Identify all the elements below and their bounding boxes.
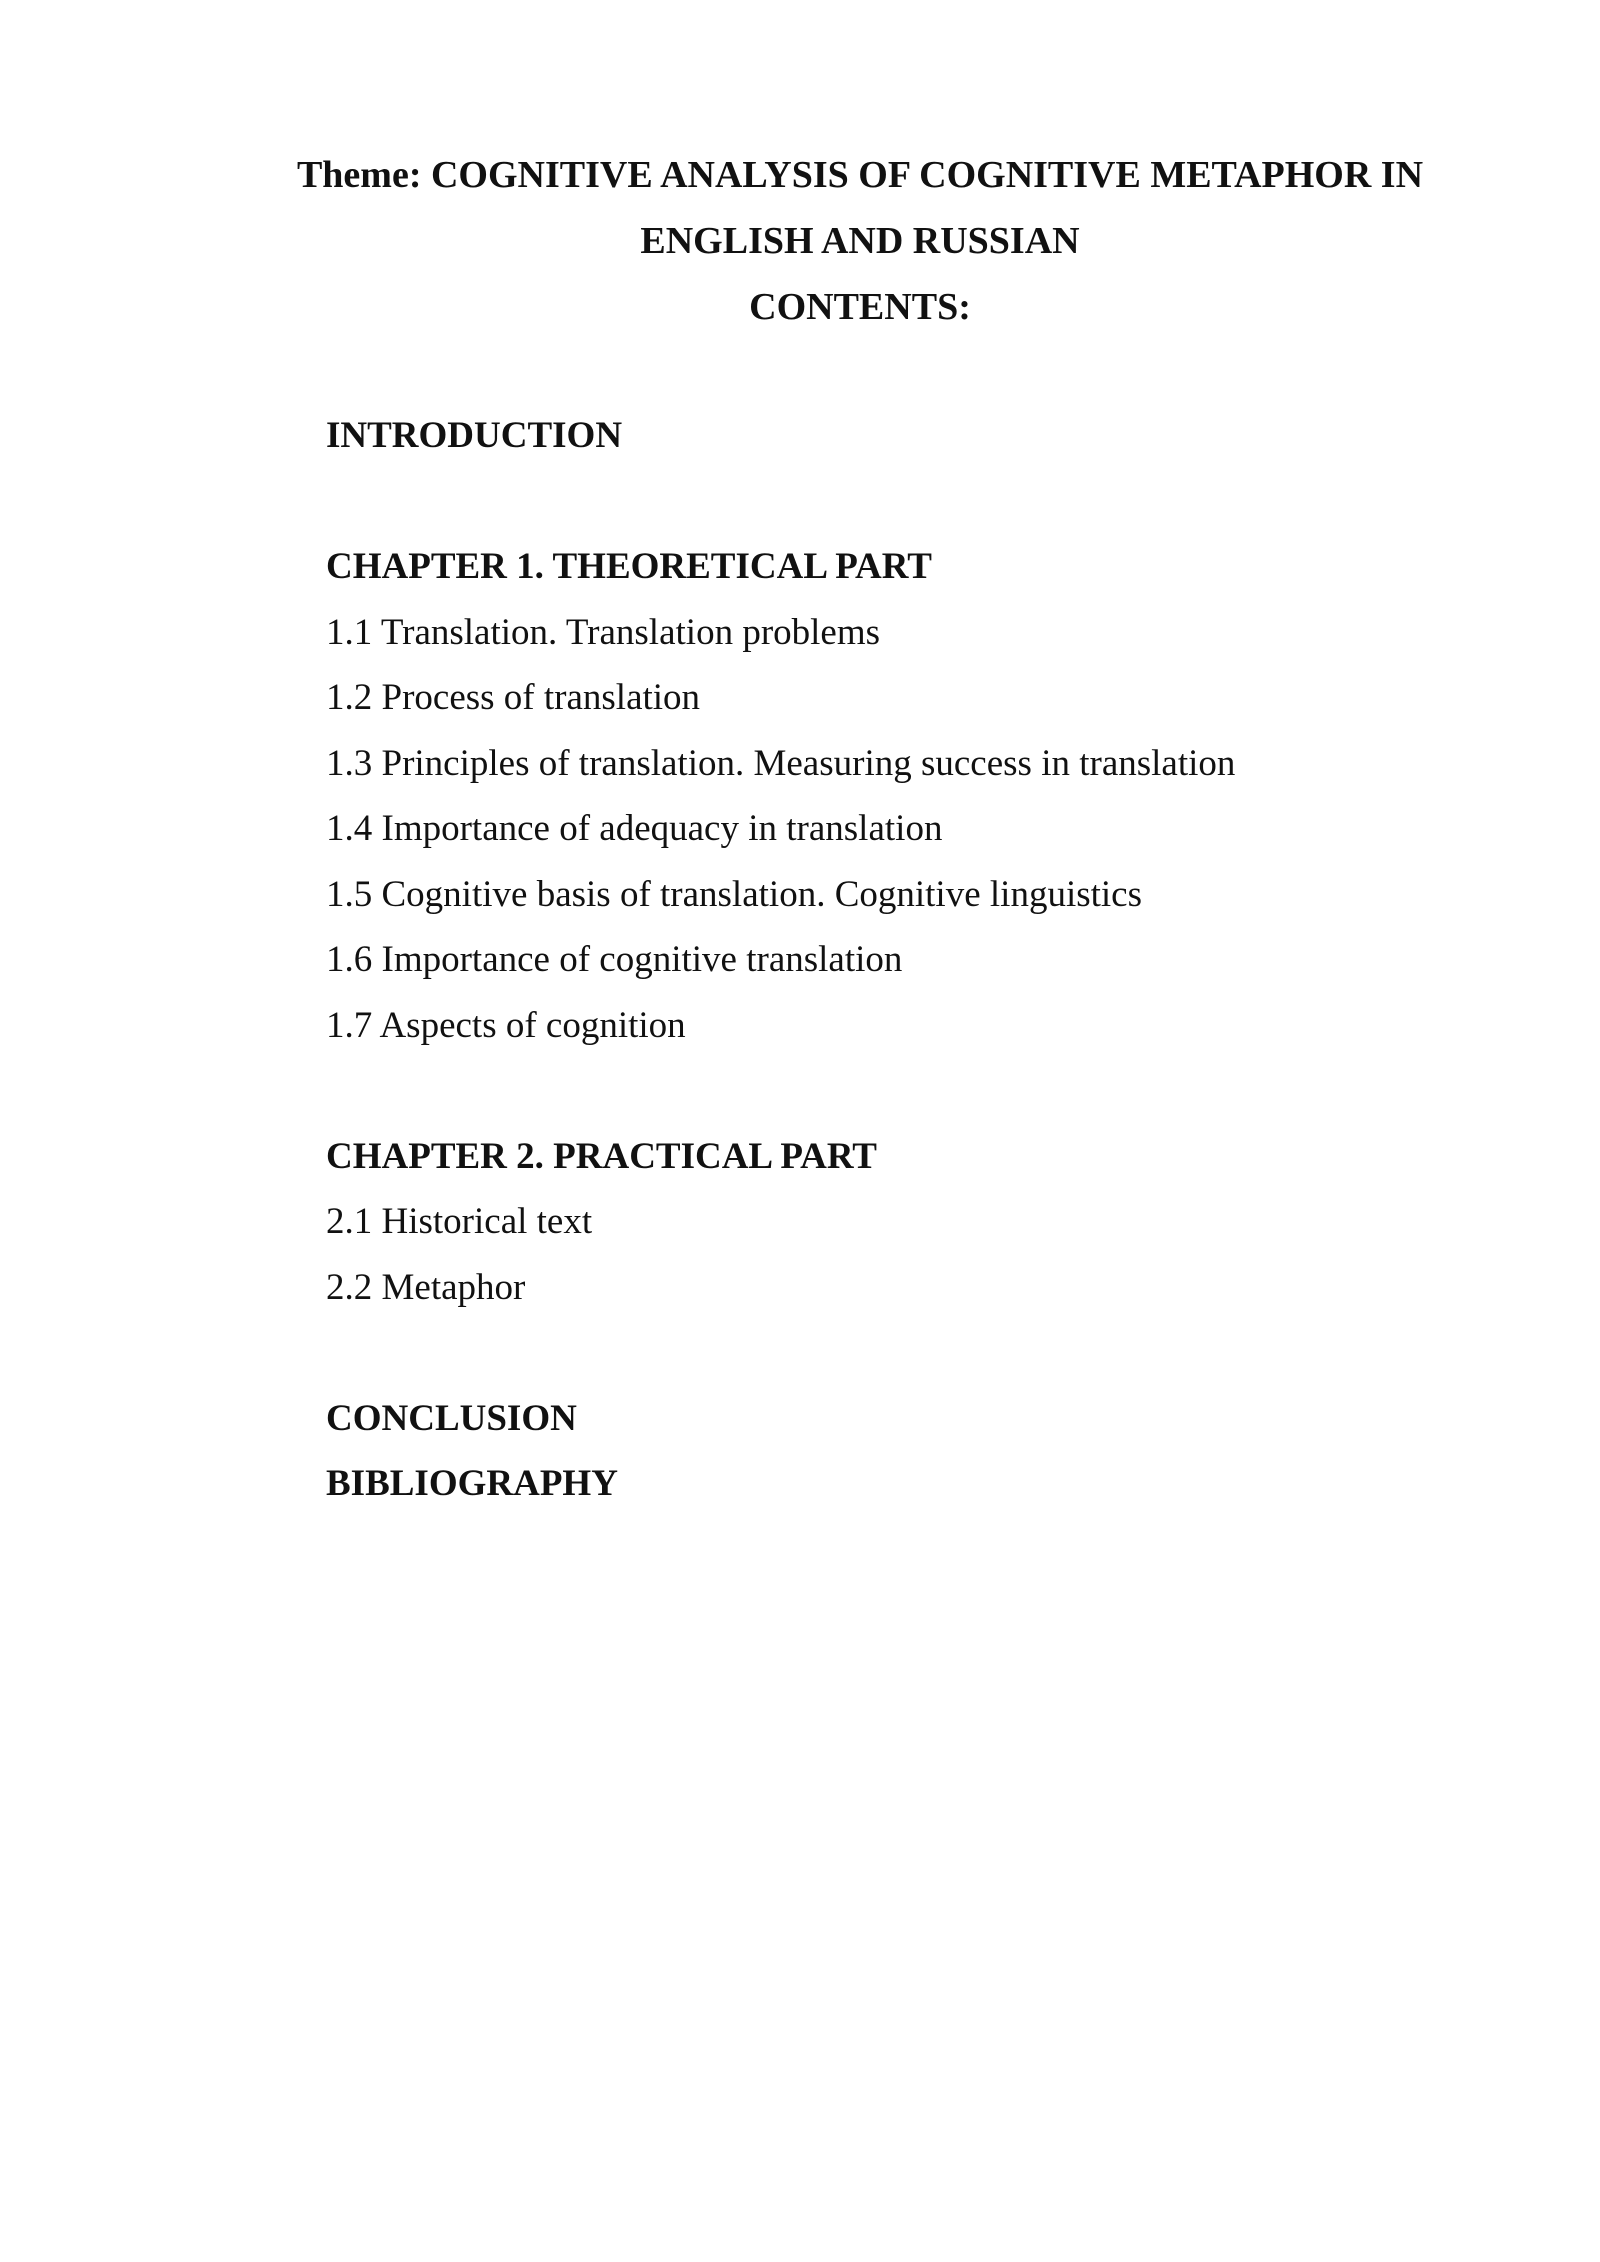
toc-item-1-3: 1.3 Principles of translation. Measuring success in translation [326,742,1236,784]
document-title-block [280,142,1440,340]
toc-item-2-2: 2.2 Metaphor [326,1266,526,1308]
title-line-2: ENGLISH AND RUSSIAN [640,220,1080,262]
title-text-line-1: COGNITIVE ANALYSIS OF COGNITIVE METAPHOR IN [430,154,1424,196]
toc-item-1-1: 1.1 Translation. Translation problems [326,611,881,653]
contents-heading: CONTENTS: [749,286,971,328]
table-of-contents [326,403,1426,1517]
toc-item-1-5: 1.5 Cognitive basis of translation. Cognitive linguistics [326,873,1143,915]
theme-label: Theme: [296,154,422,196]
toc-introduction: INTRODUCTION [326,415,623,456]
title-line-1 [280,142,1440,208]
toc-bibliography: BIBLIOGRAPHY [326,1463,618,1504]
toc-item-2-1: 2.1 Historical text [326,1201,593,1242]
toc-chapter-1-heading: CHAPTER 1. THEORETICAL PART [326,546,932,587]
toc-chapter-2-heading: CHAPTER 2. PRACTICAL PART [326,1135,877,1177]
toc-conclusion: CONCLUSION [326,1397,577,1439]
spacer [326,469,1426,535]
toc-item-1-4: 1.4 Importance of adequacy in translation [326,808,943,849]
toc-item-1-6: 1.6 Importance of cognitive translation [326,939,903,980]
spacer [326,1058,1426,1124]
toc-item-1-7: 1.7 Aspects of cognition [326,1004,686,1046]
toc-item-1-2: 1.2 Process of translation [326,677,701,718]
spacer [326,1320,1426,1386]
